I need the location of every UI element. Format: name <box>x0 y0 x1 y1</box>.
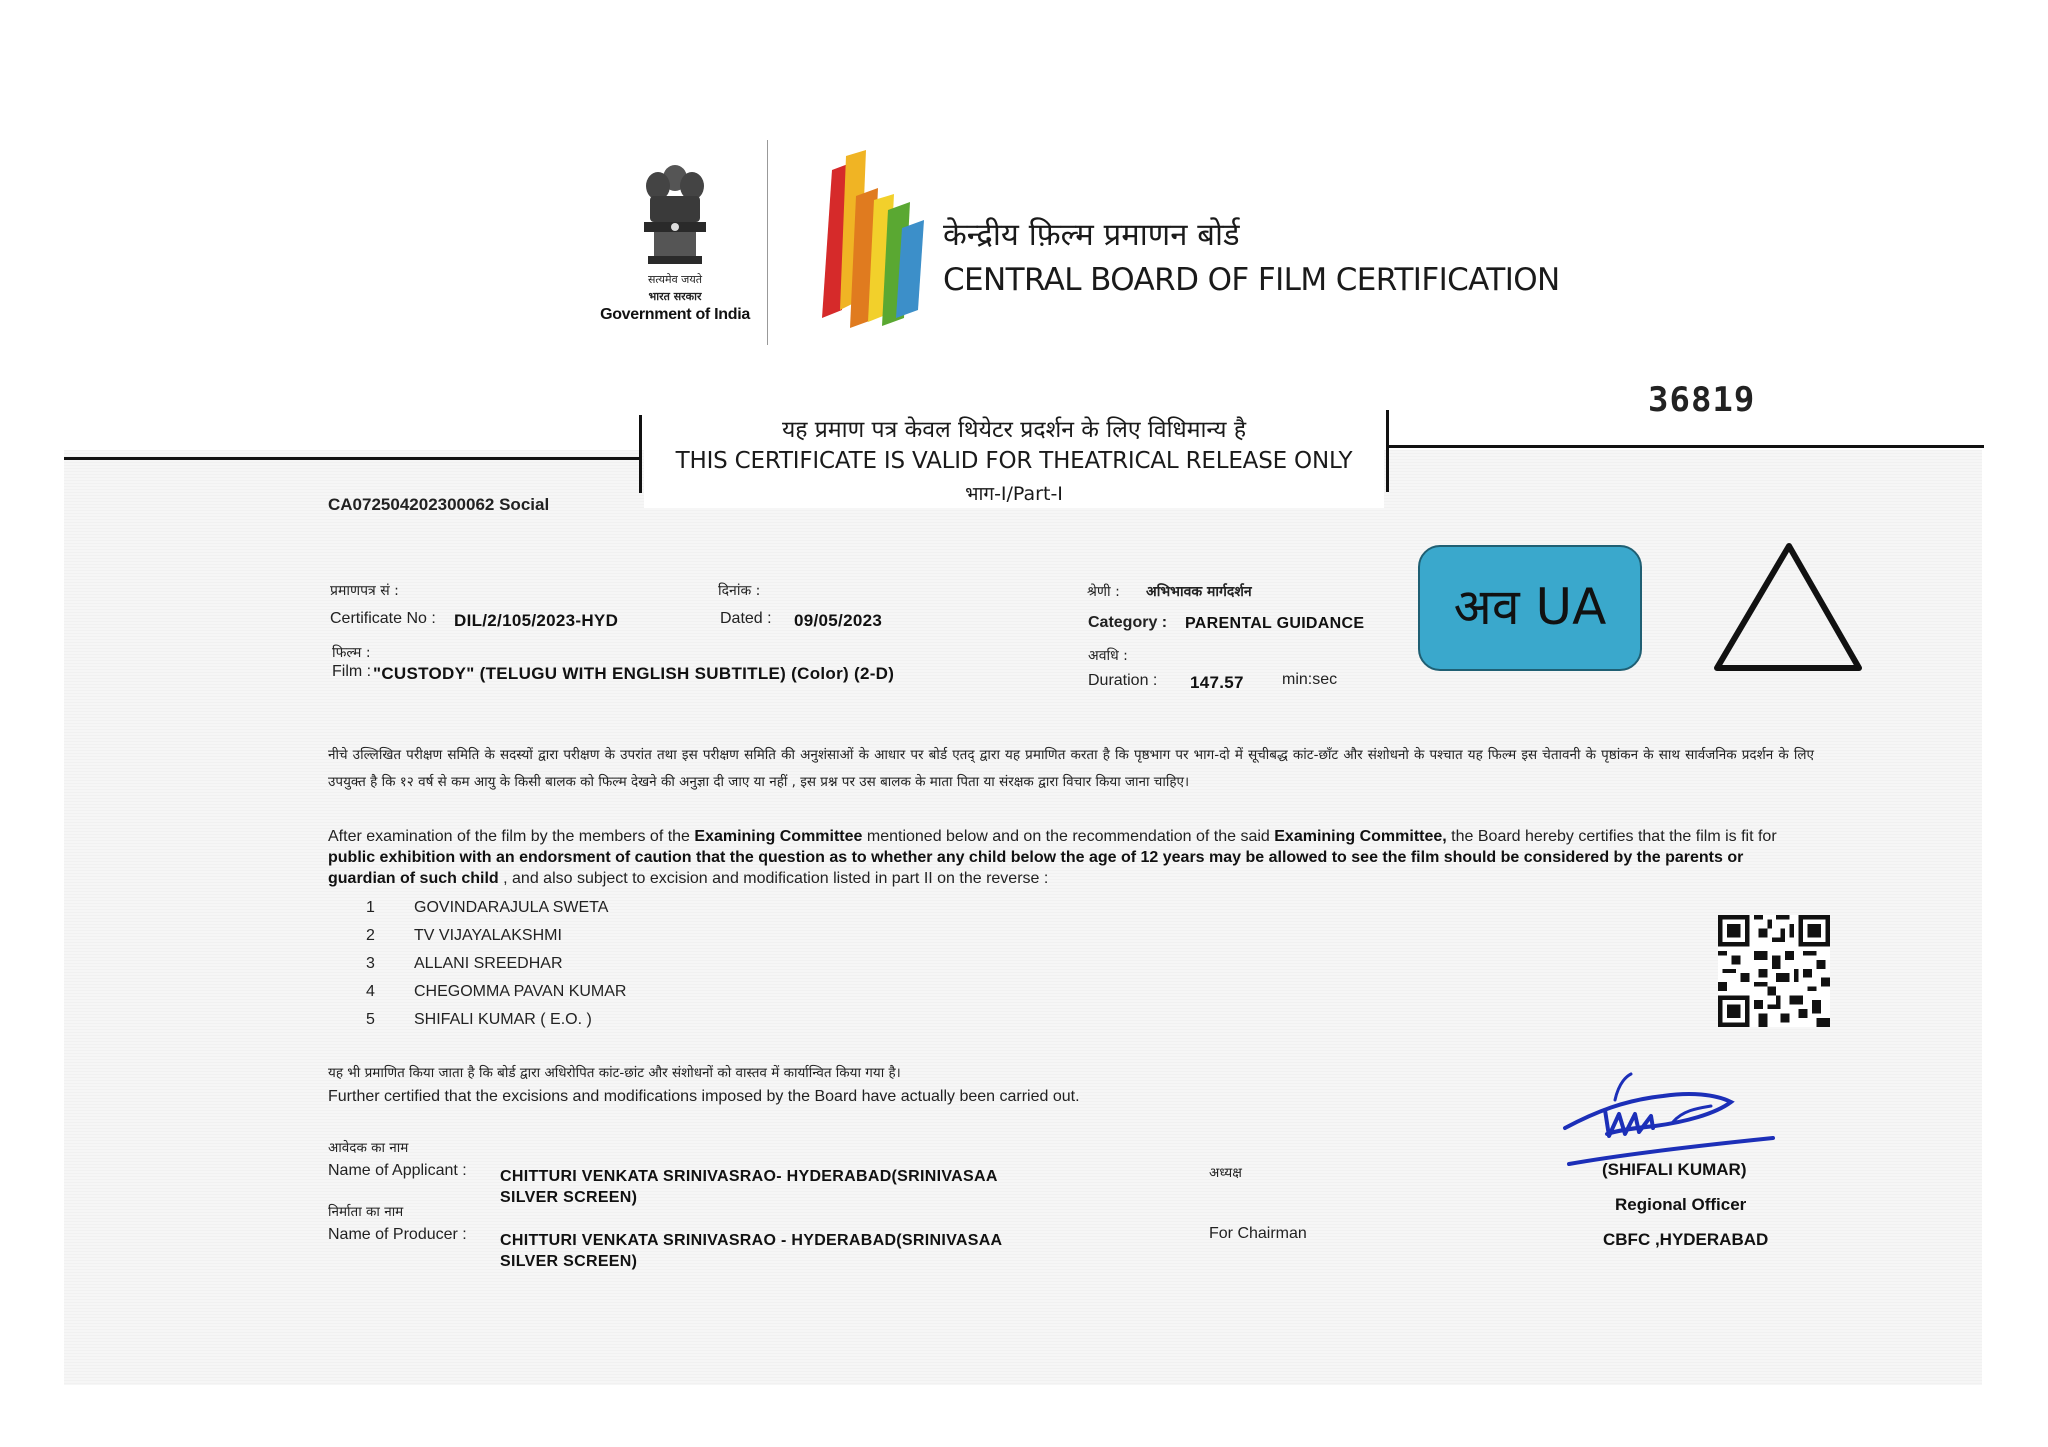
member-number: 3 <box>366 955 375 972</box>
film-label-hindi: फिल्म : <box>332 645 371 661</box>
ua-triangle-icon <box>1713 540 1863 675</box>
further-certified-english: Further certified that the excisions and modifications imposed by the Board have actually been carried out. <box>328 1088 1080 1105</box>
producer-value: CHITTURI VENKATA SRINIVASRAO - HYDERABAD(SRINIVASAA SILVER SCREEN) <box>500 1232 1002 1270</box>
cbfc-logo-icon <box>818 150 928 330</box>
validity-part: भाग-I/Part-I <box>965 483 1063 505</box>
category-label-hindi: श्रेणी : <box>1087 584 1120 600</box>
emblem-country-hindi: भारत सरकार <box>648 290 702 303</box>
for-chairman-label: For Chairman <box>1209 1225 1307 1242</box>
producer-row <box>328 1202 1548 1270</box>
reference-number: CA072504202300062 Social <box>328 495 550 514</box>
validity-hindi: यह प्रमाण पत्र केवल थियेटर प्रदर्शन के लिए विधिमान्य है <box>781 417 1247 443</box>
applicant-row <box>328 1138 1548 1206</box>
member-name: CHEGOMMA PAVAN KUMAR <box>414 983 627 1000</box>
member-number: 5 <box>366 1011 375 1028</box>
duration-unit: min:sec <box>1282 671 1338 688</box>
emblem-country-english: Government of India <box>600 306 750 323</box>
member-name: SHIFALI KUMAR ( E.O. ) <box>414 1011 592 1028</box>
category-label: Category : <box>1088 614 1168 631</box>
applicant-producer-block <box>328 1138 1548 1270</box>
member-name: GOVINDARAJULA SWETA <box>414 899 609 916</box>
list-item <box>366 894 626 922</box>
ua-rating-badge: अव UA <box>1418 545 1642 671</box>
board-name-english: CENTRAL BOARD OF FILM CERTIFICATION <box>943 262 1560 298</box>
producer-label-hindi: निर्माता का नाम <box>328 1204 404 1220</box>
applicant-label: Name of Applicant : <box>328 1162 467 1179</box>
validity-english: THIS CERTIFICATE IS VALID FOR THEATRICAL RELEASE ONLY <box>675 448 1353 474</box>
list-item <box>366 922 626 950</box>
committee-members-list <box>366 894 626 1034</box>
signatory-title: Regional Officer <box>1615 1195 1747 1214</box>
paragraph-bold: Examining Committee <box>694 828 863 845</box>
date-value: 09/05/2023 <box>794 611 883 630</box>
applicant-value: CHITTURI VENKATA SRINIVASRAO- HYDERABAD(SRINIVASAA SILVER SCREEN) <box>500 1168 998 1206</box>
national-emblem <box>600 160 750 340</box>
header-rule-left <box>64 457 642 460</box>
certificate-no-label-hindi: प्रमाणपत्र सं : <box>330 583 399 599</box>
validity-bracket-right <box>1386 410 1389 492</box>
list-item <box>366 978 626 1006</box>
member-number: 4 <box>366 983 375 1000</box>
certificate-no-label: Certificate No : <box>330 610 436 627</box>
validity-bracket-left <box>639 415 642 493</box>
category-value: PARENTAL GUIDANCE <box>1185 615 1365 632</box>
member-number: 1 <box>366 899 375 916</box>
list-item <box>366 1006 626 1034</box>
duration-value: 147.57 <box>1190 673 1244 692</box>
further-certified-hindi: यह भी प्रमाणित किया जाता है कि बोर्ड द्वारा अधिरोपित कांट-छांट और संशोधनों को वास्तव में कार्यान्वित किया गया है। <box>328 1065 901 1081</box>
paragraph-bold: public exhibition with an endorsment of caution that the question as to whether any child below the age of 12 years may be allowed to see the film should be considered by the parents or guardian of such child <box>328 849 1744 887</box>
duration-label: Duration : <box>1088 672 1158 689</box>
list-item <box>366 950 626 978</box>
lion-capital-icon <box>630 160 720 270</box>
member-name: ALLANI SREEDHAR <box>414 955 563 972</box>
paragraph-text: mentioned below and on the recommendation of the said <box>862 828 1275 845</box>
paragraph-bold: Examining Committee, <box>1274 828 1447 845</box>
board-name-hindi: केन्द्रीय फ़िल्म प्रमाणन बोर्ड <box>943 217 1240 253</box>
date-label-hindi: दिनांक : <box>718 583 761 599</box>
signatory-office: CBFC ,HYDERABAD <box>1603 1230 1769 1249</box>
paragraph-text: After examination of the film by the members of the <box>328 828 695 845</box>
paragraph-text: , and also subject to excision and modification listed in part II on the reverse : <box>498 870 1049 887</box>
serial-number: 36819 <box>1648 380 1756 420</box>
validity-notice <box>644 408 1384 508</box>
header-divider <box>767 140 768 345</box>
member-number: 2 <box>366 927 375 944</box>
category-value-hindi: अभिभावक मार्गदर्शन <box>1146 584 1252 600</box>
duration-label-hindi: अवधि : <box>1088 648 1128 664</box>
producer-label: Name of Producer : <box>328 1226 467 1243</box>
film-value: "CUSTODY" (TELUGU WITH ENGLISH SUBTITLE) (Color) (2-D) <box>373 664 895 683</box>
film-label: Film : <box>332 663 372 680</box>
date-label: Dated : <box>720 610 772 627</box>
header-rule-right <box>1388 445 1984 448</box>
paragraph-text: the Board hereby certifies that the film is fit for <box>1446 828 1777 845</box>
chairman-label-hindi: अध्यक्ष <box>1209 1165 1242 1181</box>
certification-paragraph-hindi: नीचे उल्लिखित परीक्षण समिति के सदस्यों द्वारा परीक्षण के उपरांत तथा इस परीक्षण समिति की अनुशंसाओं के आधार पर बोर्ड एतद् द्वारा यह प्रमाणित करता है कि पृष्ठभाग पर भाग-दो में सूचीबद्ध कांट-छाँट और संशोधनो के पश्चात यह फिल्म इस चेतावनी के पृष्ठांकन के साथ सार्वजनिक प्रदर्शन के लिए उपयुक्त है कि १२ वर्ष से कम आयु के किसी बालक को फिल्म देखने की अनुज्ञा दी जाए या नहीं , इस प्रश्न पर उस बालक के माता पिता या संरक्षक द्वारा विचार किया जाना चाहिए। <box>328 747 1814 790</box>
qr-code-icon <box>1718 915 1830 1027</box>
certificate-no-value: DIL/2/105/2023-HYD <box>454 611 619 630</box>
emblem-motto: सत्यमेव जयते <box>647 273 702 286</box>
certification-paragraph-english <box>328 826 1808 889</box>
signatory-name: (SHIFALI KUMAR) <box>1602 1160 1747 1179</box>
member-name: TV VIJAYALAKSHMI <box>414 927 562 944</box>
applicant-label-hindi: आवेदक का नाम <box>328 1140 409 1156</box>
